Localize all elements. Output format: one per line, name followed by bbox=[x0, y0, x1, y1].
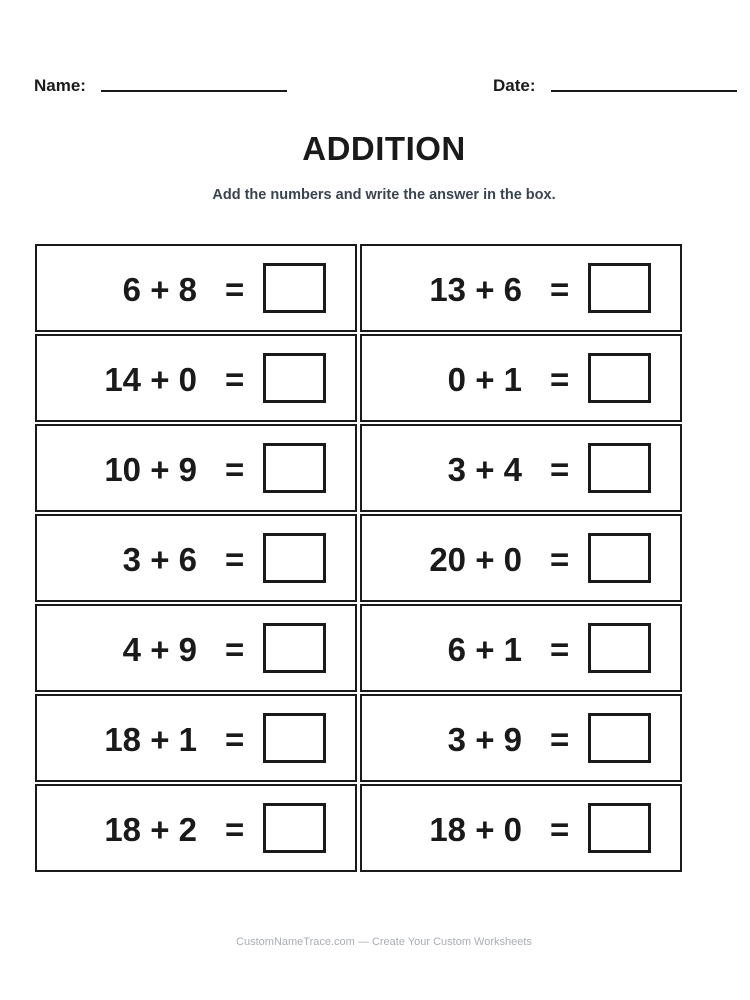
answer-box[interactable] bbox=[263, 263, 326, 313]
answer-box[interactable] bbox=[588, 443, 651, 493]
problem-expression: 3 + 9 bbox=[447, 721, 522, 758]
problem-expression: 18 + 2 bbox=[104, 811, 197, 848]
equals-sign: = bbox=[225, 721, 245, 758]
name-label: Name: bbox=[34, 76, 86, 95]
equals-sign: = bbox=[550, 541, 570, 578]
problem-expression: 18 + 0 bbox=[429, 811, 522, 848]
problem-cell bbox=[360, 424, 682, 512]
problem-expression: 10 + 9 bbox=[104, 451, 197, 488]
answer-box[interactable] bbox=[588, 263, 651, 313]
equals-sign: = bbox=[225, 811, 245, 848]
answer-box[interactable] bbox=[263, 443, 326, 493]
answer-box[interactable] bbox=[263, 353, 326, 403]
problem-cell bbox=[360, 784, 682, 872]
problem-cell bbox=[360, 604, 682, 692]
equals-sign: = bbox=[550, 451, 570, 488]
answer-box[interactable] bbox=[588, 803, 651, 853]
equals-sign: = bbox=[225, 361, 245, 398]
answer-box[interactable] bbox=[588, 713, 651, 763]
equals-sign: = bbox=[225, 631, 245, 668]
equals-sign: = bbox=[225, 541, 245, 578]
worksheet-instructions: Add the numbers and write the answer in the box. bbox=[212, 187, 556, 203]
problem-expression: 4 + 9 bbox=[122, 631, 197, 668]
date-line[interactable] bbox=[551, 90, 737, 92]
problem-expression: 14 + 0 bbox=[104, 361, 197, 398]
equals-sign: = bbox=[550, 631, 570, 668]
problem-cell bbox=[35, 334, 357, 422]
name-line[interactable] bbox=[101, 90, 287, 92]
equals-sign: = bbox=[225, 271, 245, 308]
problem-cell bbox=[360, 244, 682, 332]
problem-cell bbox=[360, 514, 682, 602]
problem-cell bbox=[35, 424, 357, 512]
problem-cell bbox=[35, 604, 357, 692]
answer-box[interactable] bbox=[588, 353, 651, 403]
problem-expression: 3 + 4 bbox=[447, 451, 522, 488]
answer-box[interactable] bbox=[263, 803, 326, 853]
problem-cell bbox=[35, 694, 357, 782]
answer-box[interactable] bbox=[588, 533, 651, 583]
answer-box[interactable] bbox=[263, 623, 326, 673]
answer-box[interactable] bbox=[263, 533, 326, 583]
problem-expression: 0 + 1 bbox=[447, 361, 522, 398]
problem-cell bbox=[35, 514, 357, 602]
problem-cell bbox=[35, 244, 357, 332]
footer-credit: CustomNameTrace.com — Create Your Custom Worksheets bbox=[236, 936, 532, 948]
problem-expression: 18 + 1 bbox=[104, 721, 197, 758]
worksheet-title: ADDITION bbox=[302, 130, 466, 167]
problem-cell bbox=[360, 334, 682, 422]
date-label: Date: bbox=[493, 76, 536, 95]
problem-cell bbox=[35, 784, 357, 872]
problem-expression: 20 + 0 bbox=[429, 541, 522, 578]
problem-expression: 13 + 6 bbox=[429, 271, 522, 308]
equals-sign: = bbox=[550, 361, 570, 398]
equals-sign: = bbox=[550, 721, 570, 758]
problem-expression: 3 + 6 bbox=[122, 541, 197, 578]
equals-sign: = bbox=[550, 811, 570, 848]
equals-sign: = bbox=[550, 271, 570, 308]
equals-sign: = bbox=[225, 451, 245, 488]
problem-expression: 6 + 1 bbox=[447, 631, 522, 668]
answer-box[interactable] bbox=[263, 713, 326, 763]
answer-box[interactable] bbox=[588, 623, 651, 673]
problem-expression: 6 + 8 bbox=[122, 271, 197, 308]
problem-cell bbox=[360, 694, 682, 782]
problem-grid bbox=[35, 244, 682, 872]
